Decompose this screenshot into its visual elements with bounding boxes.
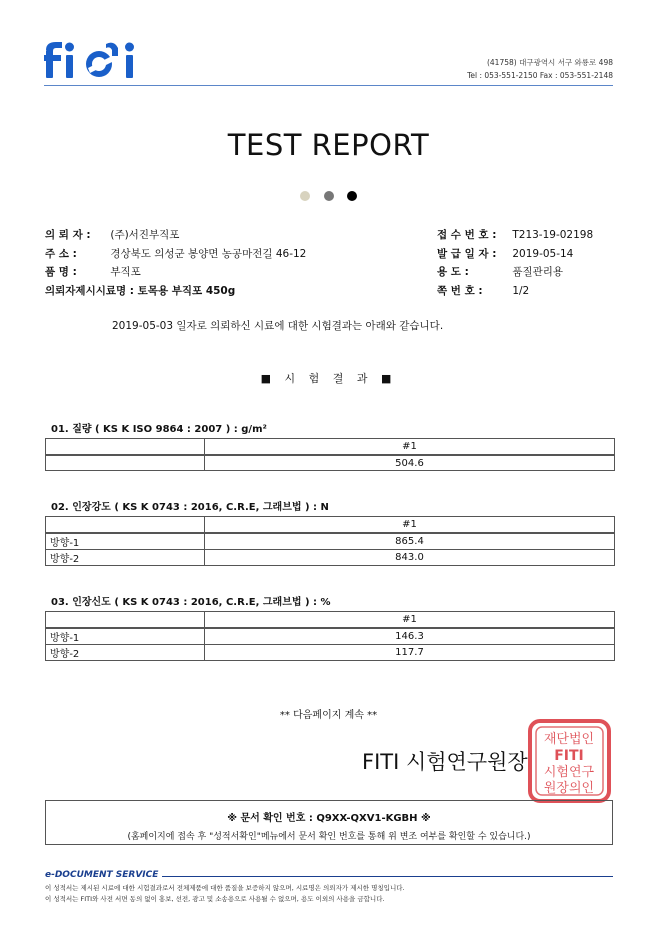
table-header-row	[46, 612, 615, 629]
header-address: (41758) 대구광역시 서구 와룡로 498	[486, 58, 613, 67]
results-table-2	[45, 516, 615, 566]
fiti-logo	[44, 40, 154, 80]
document-check-box	[45, 800, 613, 845]
table-cell: 843.0	[205, 550, 615, 566]
stamp-line-4: 원장의인	[543, 781, 595, 796]
continued-note: ** 다음페이지 계속 **	[279, 710, 378, 721]
info-key: 의뢰자제시시료명 :	[45, 284, 134, 297]
table-cell: 방향-1	[46, 533, 205, 550]
table-cell: 방향-1	[46, 628, 205, 645]
info-issue-date	[437, 245, 593, 264]
table-col-header: #1	[205, 439, 615, 456]
dot-2	[324, 191, 334, 201]
table-cell: 504.6	[205, 455, 615, 471]
table-header-row	[46, 439, 615, 456]
header-contact: Tel : 053-551-2150 Fax : 053-551-2148	[467, 71, 613, 80]
table-header-row	[46, 517, 615, 534]
table-cell: 방향-2	[46, 645, 205, 661]
table-row	[46, 533, 615, 550]
results-table-1	[45, 438, 615, 471]
info-sample	[45, 282, 306, 301]
client-info	[45, 226, 306, 300]
table-row	[46, 550, 615, 566]
stamp-line-3: 시험연구	[543, 765, 595, 780]
logo-text: fiti	[44, 40, 46, 41]
table-cell: 방향-2	[46, 550, 205, 566]
title-dots	[0, 186, 657, 205]
table-cell	[46, 455, 205, 471]
dot-3	[347, 191, 357, 201]
table-cell: 865.4	[205, 533, 615, 550]
info-key: 의 뢰 자 :	[45, 229, 91, 241]
stamp-line-1: 재단법인	[543, 732, 595, 747]
results-heading: ■ 시 험 결 과 ■	[260, 372, 397, 385]
info-key: 발 급 일 자 :	[437, 247, 497, 260]
results-table-3	[45, 611, 615, 661]
info-key: 주 소 :	[45, 247, 77, 260]
info-key: 용 도 :	[437, 266, 469, 278]
info-value: 토목용 부직포 450g	[137, 284, 236, 297]
info-address	[45, 245, 306, 264]
footer-note-1: 이 성적서는 제시된 시료에 대한 시험결과로서 전체제품에 대한 품질을 보증하지 않으며, 시료명은 의뢰자가 제시한 명칭입니다.	[45, 884, 405, 892]
section-2-heading: 02. 인장강도 ( KS K 0743 : 2016, C.R.E, 그래브법 ) : N	[51, 502, 329, 513]
table-row	[46, 628, 615, 645]
info-value: (주)서진부직포	[110, 229, 180, 241]
section-3-heading: 03. 인장신도 ( KS K 0743 : 2016, C.R.E, 그래브법 ) : %	[51, 597, 331, 608]
e-document-service-label: e-DOCUMENT SERVICE	[45, 870, 159, 880]
info-key: 쪽 번 호 :	[437, 284, 483, 297]
stamp-line-2: FITI	[554, 748, 584, 764]
info-value: 2019-05-14	[512, 247, 574, 260]
footer-notes	[45, 883, 405, 905]
header-divider	[44, 85, 613, 86]
info-key: 품 명 :	[45, 266, 77, 278]
footer-divider	[162, 876, 613, 877]
dot-1	[300, 191, 310, 201]
table-cell	[46, 439, 205, 456]
info-page-no	[437, 282, 593, 301]
table-cell	[46, 612, 205, 629]
doc-check-instruction: (홈페이지에 접속 후 "성적서확인"메뉴에서 문서 확인 번호를 통해 위 변조 여부를 확인할 수 있습니다.)	[127, 832, 531, 842]
info-value: 품질관리용	[512, 266, 564, 278]
table-row	[46, 645, 615, 661]
intro-text: 2019-05-03 일자로 의뢰하신 시료에 대한 시험결과는 아래와 같습니다.	[112, 320, 444, 332]
info-value: 경상북도 의성군 봉양면 농공마전길 46-12	[110, 247, 307, 260]
info-value: 부직포	[110, 266, 141, 278]
table-cell	[46, 517, 205, 534]
doc-check-number: ※ 문서 확인 번호 : Q9XX-QXV1-KGBH ※	[227, 813, 431, 824]
info-client	[45, 226, 306, 245]
report-info	[437, 226, 593, 300]
info-purpose	[437, 263, 593, 282]
table-col-header: #1	[205, 517, 615, 534]
info-key: 접 수 번 호 :	[437, 229, 497, 241]
table-row	[46, 455, 615, 471]
signature-text: FITI 시험연구원장	[362, 750, 528, 774]
table-col-header: #1	[205, 612, 615, 629]
section-1-heading: 01. 질량 ( KS K ISO 9864 : 2007 ) : g/m²	[51, 424, 267, 435]
official-seal-stamp	[527, 718, 612, 804]
info-value: 1/2	[512, 284, 530, 297]
info-value: T213-19-02198	[512, 229, 594, 241]
info-receipt-no	[437, 226, 593, 245]
footer-note-2: 이 성적서는 FITI와 사전 서면 동의 없이 홍보, 선전, 광고 및 소송용으로 사용될 수 없으며, 용도 이외의 사용을 금합니다.	[45, 895, 385, 903]
table-cell: 146.3	[205, 628, 615, 645]
page-title: TEST REPORT	[227, 128, 430, 162]
table-cell: 117.7	[205, 645, 615, 661]
header-address-block	[467, 56, 613, 82]
info-product	[45, 263, 306, 282]
